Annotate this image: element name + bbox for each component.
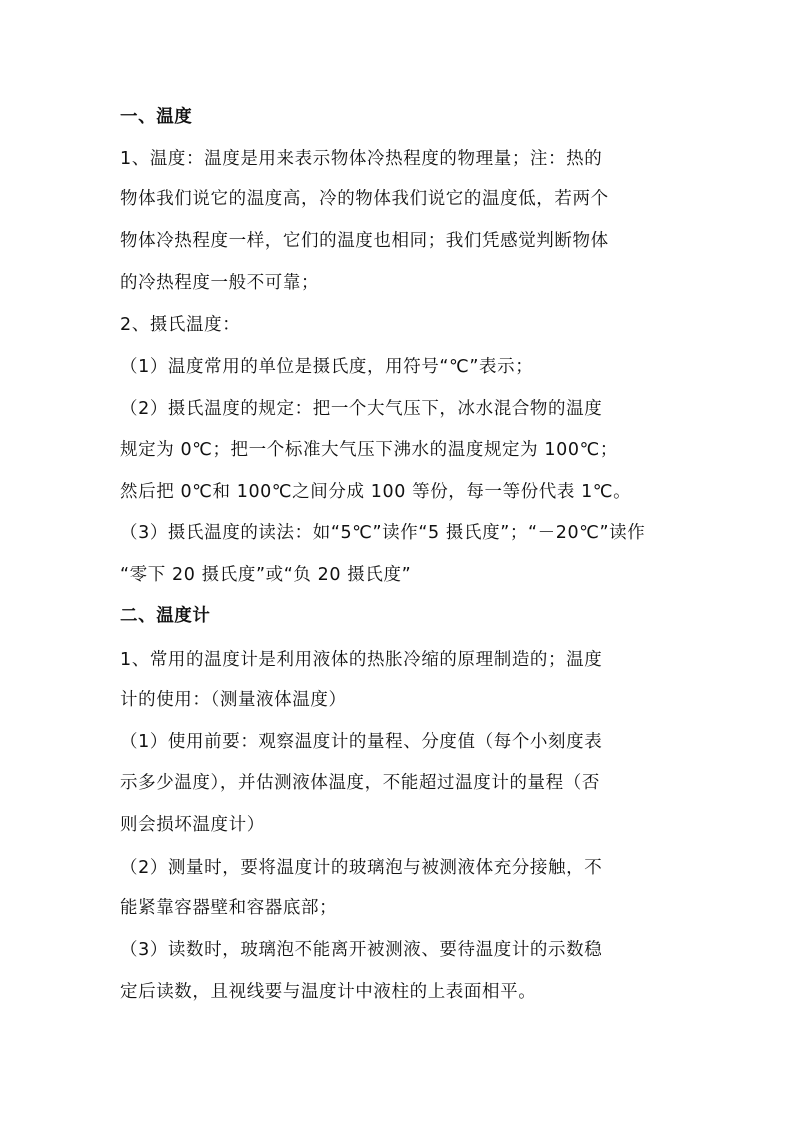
paragraph-line: （2）测量时，要将温度计的玻璃泡与被测液体充分接触，不 [120, 858, 603, 878]
paragraph-line: 的冷热程度一般不可靠； [120, 273, 320, 293]
paragraph-line: 1、常用的温度计是利用液体的热胀冷缩的原理制造的；温度 [120, 650, 603, 670]
paragraph-line: 能紧靠容器壁和容器底部； [120, 898, 338, 918]
section-heading-thermometer: 二、温度计 [120, 606, 211, 626]
paragraph-line: 物体我们说它的温度高，冷的物体我们说它的温度低，若两个 [120, 189, 609, 209]
paragraph-line: （3）读数时，玻璃泡不能离开被测液、要待温度计的示数稳 [120, 940, 603, 960]
subheading-celsius: 2、摄氏温度： [120, 315, 241, 335]
paragraph-line: 示多少温度），并估测液体温度，不能超过温度计的量程（否 [120, 773, 600, 793]
paragraph-line: 然后把 0℃和 100℃之间分成 100 等份，每一等份代表 1℃。 [120, 482, 632, 502]
paragraph-line: 1、温度：温度是用来表示物体冷热程度的物理量；注：热的 [120, 149, 603, 169]
paragraph-line: 则会损坏温度计） [120, 815, 265, 835]
paragraph-line: （1）使用前要：观察温度计的量程、分度值（每个小刻度表 [120, 732, 603, 752]
paragraph-line: 物体冷热程度一样，它们的温度也相同；我们凭感觉判断物体 [120, 231, 609, 251]
paragraph-line: （3）摄氏温度的读法：如“5℃”读作“5 摄氏度”；“－20℃”读作 [120, 523, 646, 543]
section-heading-temperature: 一、温度 [120, 107, 193, 127]
paragraph-line: （1）温度常用的单位是摄氏度，用符号“℃”表示； [120, 357, 534, 377]
paragraph-line: 定后读数，且视线要与温度计中液柱的上表面相平。 [120, 982, 537, 1002]
paragraph-line: “零下 20 摄氏度”或“负 20 摄氏度” [120, 565, 412, 585]
paragraph-line: 规定为 0℃；把一个标准大气压下沸水的温度规定为 100℃； [120, 440, 618, 460]
paragraph-line: 计的使用：（测量液体温度） [120, 690, 347, 710]
paragraph-line: （2）摄氏温度的规定：把一个大气压下，冰水混合物的温度 [120, 399, 603, 419]
